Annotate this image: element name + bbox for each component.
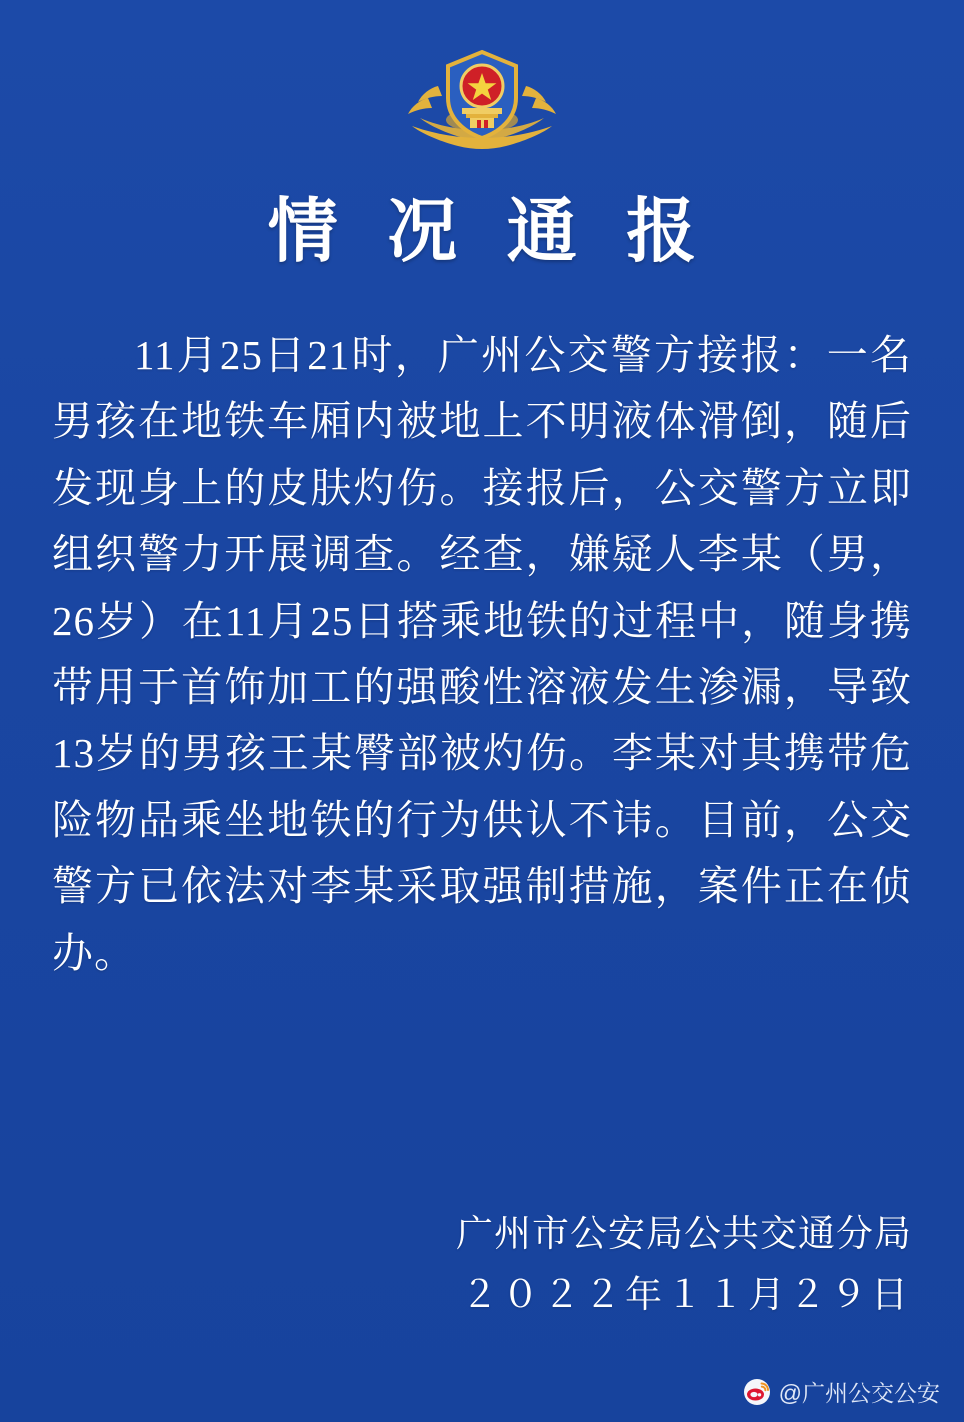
page-title: 情 况 通 报 (267, 194, 713, 271)
weibo-watermark (743, 1375, 940, 1408)
china-police-emblem-icon (398, 42, 566, 160)
weibo-icon (743, 1378, 771, 1406)
issue-date: ２０２２年１１月２９日 (461, 1274, 912, 1316)
notice-body: 11月25日21时，广州公交警方接报：一名男孩在地铁车厢内被地上不明液体滑倒，随后发现身上的皮肤灼伤。接报后，公交警方立即组织警力开展调查。经查，嫌疑人李某（男，26岁）在11月25日搭乘地铁的过程中，随身携带用于首饰加工的强酸性溶液发生渗漏，导致13岁的男孩王某臀部被灼伤。李某对其携带危险物品乘坐地铁的行为供认不讳。目前，公交警方已依法对李某采取强制措施，案件正在侦办。 (52, 332, 912, 976)
weibo-handle: @广州公交公安 (778, 1380, 940, 1406)
signature-block (456, 1204, 912, 1326)
issuing-organization: 广州市公安局公共交通分局 (456, 1213, 912, 1255)
emblem-container (0, 0, 964, 160)
